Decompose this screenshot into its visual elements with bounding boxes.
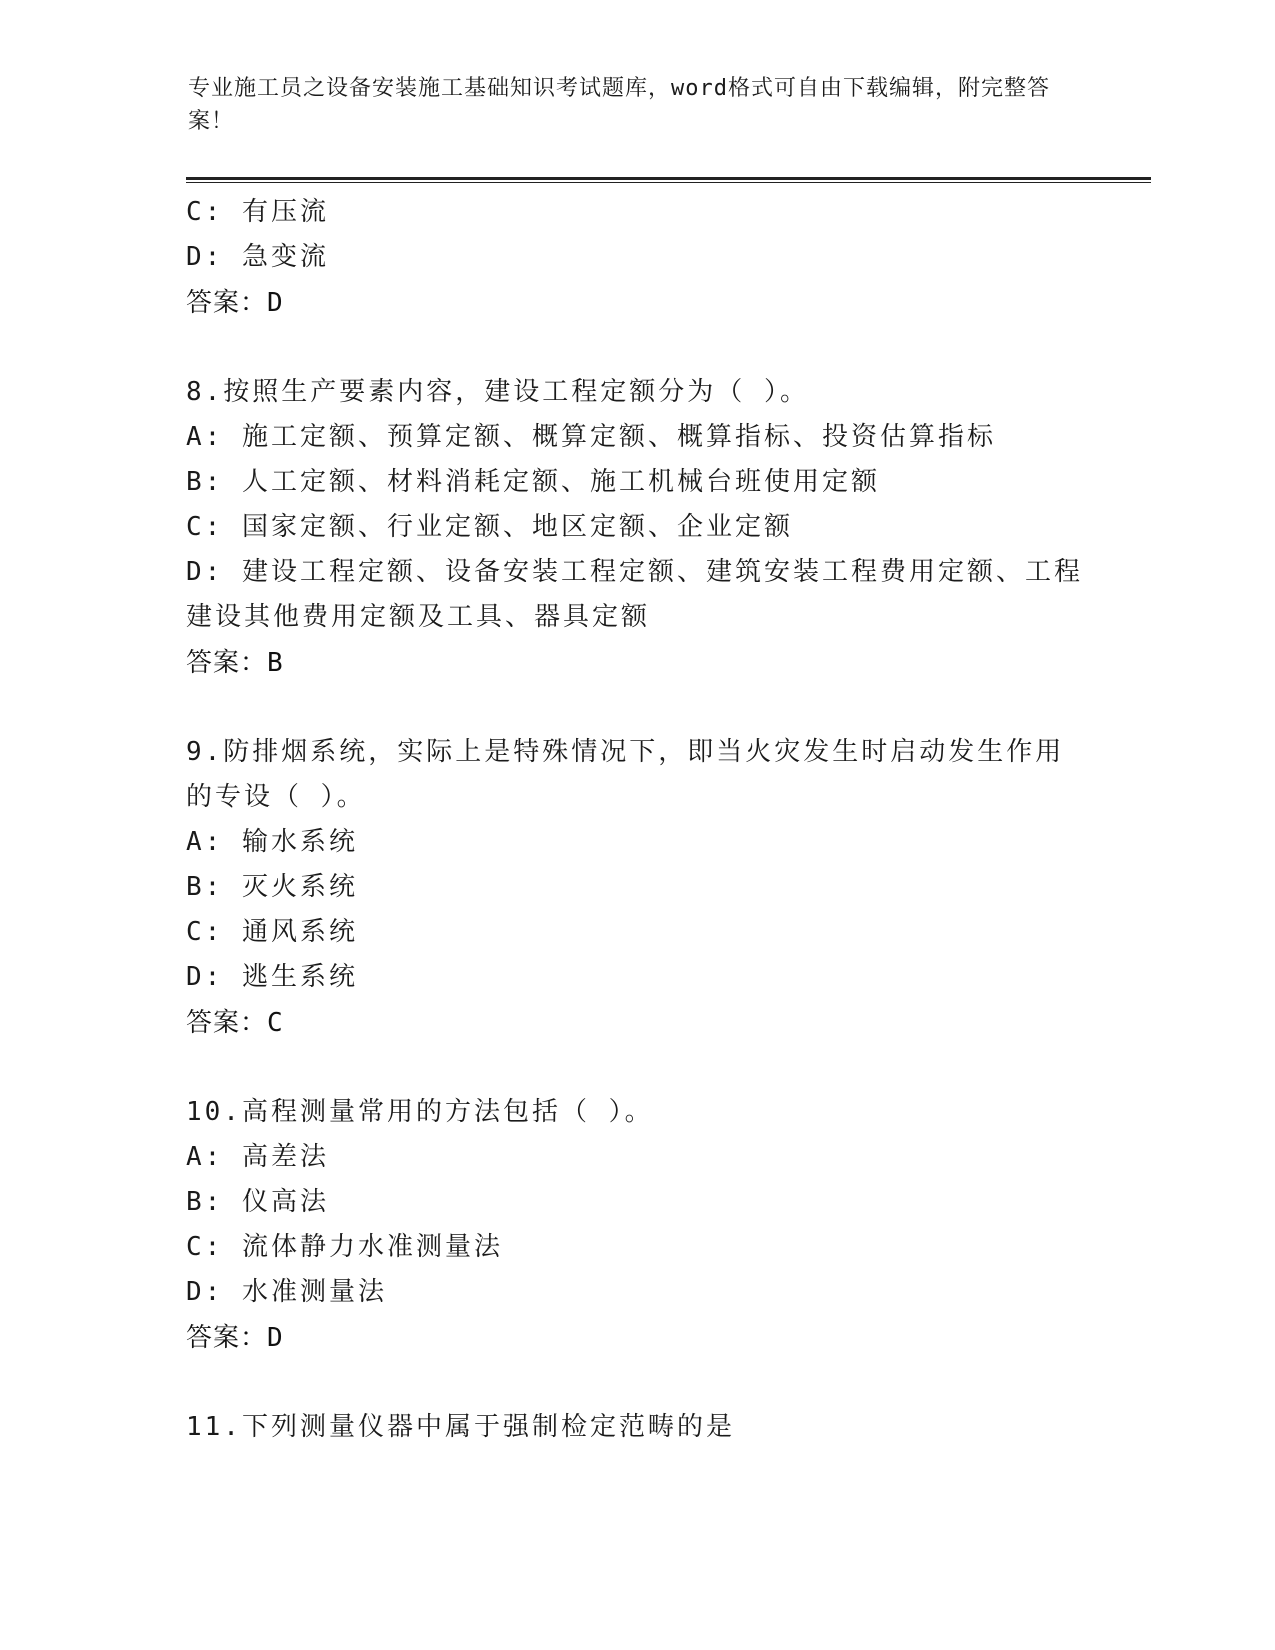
answer-line: 答案：D xyxy=(186,1323,284,1353)
option-b: B: 灭火系统 xyxy=(186,872,358,902)
option-c: C: 有压流 xyxy=(186,197,329,227)
option-d: D: 水准测量法 xyxy=(186,1277,387,1307)
spacer xyxy=(186,1361,1086,1405)
option-d: D: 逃生系统 xyxy=(186,962,358,992)
question-8 xyxy=(186,370,1086,686)
question-stem: 8.按照生产要素内容，建设工程定额分为（ ）。 xyxy=(186,377,809,407)
question-9 xyxy=(186,730,1086,1046)
option-b: B: 仪高法 xyxy=(186,1187,329,1217)
header-divider-thin xyxy=(186,182,1151,183)
option-a: A: 输水系统 xyxy=(186,827,358,857)
question-stem: 10.高程测量常用的方法包括（ ）。 xyxy=(186,1097,654,1127)
header-text: 专业施工员之设备安装施工基础知识考试题库，word格式可自由下载编辑，附完整答案！ xyxy=(188,76,1050,134)
document-header xyxy=(188,72,1068,138)
question-7-continuation xyxy=(186,190,1086,326)
question-list xyxy=(186,190,1086,1450)
answer-line: 答案：C xyxy=(186,1008,284,1038)
option-c: C: 国家定额、行业定额、地区定额、企业定额 xyxy=(186,512,793,542)
option-d: D: 建设工程定额、设备安装工程定额、建筑安装工程费用定额、工程建设其他费用定额及工具、器具定额 xyxy=(186,557,1083,632)
option-c: C: 通风系统 xyxy=(186,917,358,947)
option-a: A: 施工定额、预算定额、概算定额、概算指标、投资估算指标 xyxy=(186,422,996,452)
option-c: C: 流体静力水准测量法 xyxy=(186,1232,503,1262)
spacer xyxy=(186,686,1086,730)
answer-line: 答案：B xyxy=(186,648,284,678)
question-stem: 9.防排烟系统，实际上是特殊情况下，即当火灾发生时启动发生作用的专设（ ）。 xyxy=(186,737,1065,812)
question-11 xyxy=(186,1405,1086,1450)
question-stem: 11.下列测量仪器中属于强制检定范畴的是 xyxy=(186,1412,735,1442)
question-10 xyxy=(186,1090,1086,1361)
answer-line: 答案：D xyxy=(186,288,284,318)
spacer xyxy=(186,1046,1086,1090)
header-divider-thick xyxy=(186,177,1151,180)
option-a: A: 高差法 xyxy=(186,1142,329,1172)
option-b: B: 人工定额、材料消耗定额、施工机械台班使用定额 xyxy=(186,467,880,497)
option-d: D: 急变流 xyxy=(186,242,329,272)
spacer xyxy=(186,326,1086,370)
